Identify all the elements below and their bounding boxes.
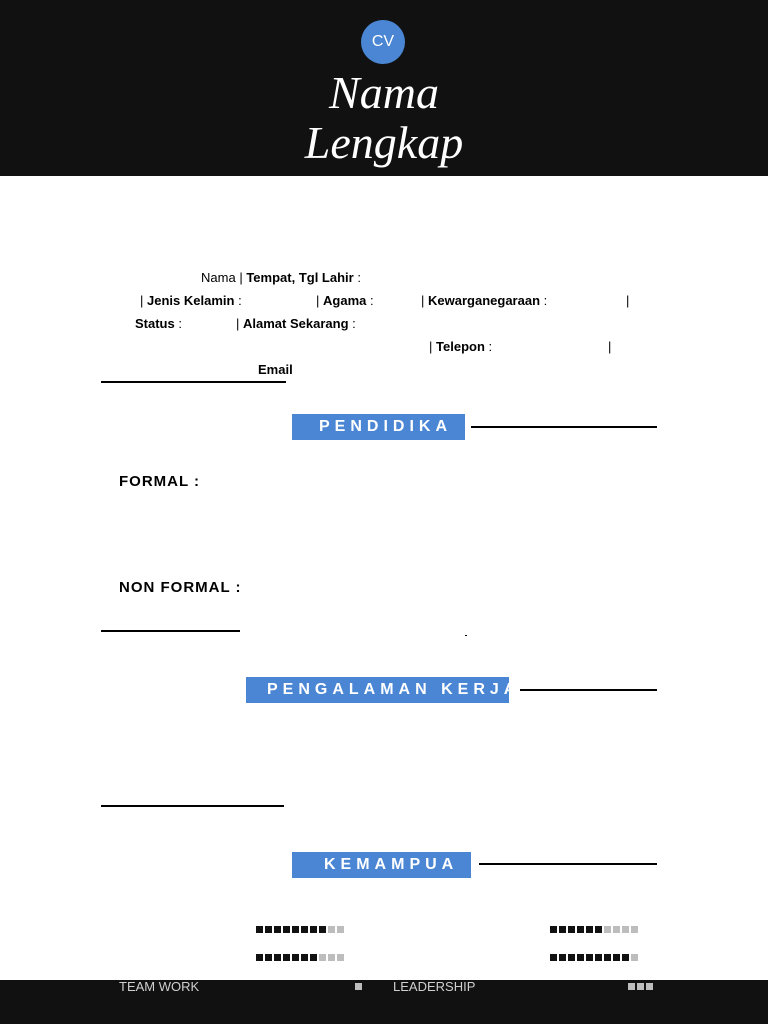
info-row-3a — [135, 316, 182, 332]
skill-dot — [328, 954, 335, 961]
info-row-2a — [140, 293, 242, 309]
skill-dot — [337, 954, 344, 961]
label-kewarganegaraan: Kewarganegaraan — [428, 293, 541, 308]
skill-dot — [568, 926, 575, 933]
skill-dot — [568, 954, 575, 961]
skill-dot — [283, 926, 290, 933]
skill-dot — [586, 954, 593, 961]
skill-dot — [613, 954, 620, 961]
skill-level-bar — [256, 926, 344, 933]
separator: | — [239, 270, 243, 285]
skill-leadership: LEADERSHIP — [393, 979, 476, 994]
cv-badge: CV — [361, 20, 405, 64]
skill-dot — [310, 926, 317, 933]
info-row-2c — [421, 293, 547, 309]
skill-dot — [622, 926, 629, 933]
skill-dot — [274, 954, 281, 961]
name-line-1: Nama — [329, 67, 439, 118]
skill-dot — [265, 954, 272, 961]
skill-dot — [613, 926, 620, 933]
skill-dot — [265, 926, 272, 933]
label-jenis-kelamin: Jenis Kelamin — [147, 293, 235, 308]
divider — [101, 381, 286, 383]
section-pendidikan: PENDIDIKAN — [292, 414, 465, 440]
info-row-3b — [236, 316, 356, 332]
info-row-5 — [258, 362, 293, 378]
skill-dot — [310, 954, 317, 961]
separator: | — [626, 293, 630, 308]
skill-dot — [292, 954, 299, 961]
skill-marker — [355, 983, 362, 990]
label-nama: Nama — [201, 270, 236, 285]
skill-marker-group — [628, 983, 653, 990]
label-alamat: Alamat Sekarang — [243, 316, 349, 331]
skill-dot — [550, 954, 557, 961]
label-telepon: Telepon — [436, 339, 485, 354]
skill-dot — [319, 926, 326, 933]
skill-dot — [559, 926, 566, 933]
colon: : — [370, 293, 374, 308]
skill-dot — [292, 926, 299, 933]
skill-dot — [577, 954, 584, 961]
section-pengalaman: PENGALAMAN KERJA — [246, 677, 509, 703]
label-non-formal: NON FORMAL : — [119, 579, 242, 596]
label-agama: Agama — [323, 293, 367, 308]
section-line — [520, 689, 657, 691]
separator: | — [421, 293, 425, 308]
skill-dot — [337, 926, 344, 933]
label-email: Email — [258, 362, 293, 377]
colon: : — [352, 316, 356, 331]
separator: | — [429, 339, 433, 354]
skill-dot — [577, 926, 584, 933]
name-line-2: Lengkap — [304, 117, 464, 168]
skill-dot — [319, 954, 326, 961]
skill-level-bar — [550, 926, 638, 933]
info-row-2b — [316, 293, 374, 309]
skill-dot — [256, 926, 263, 933]
label-tempat-tgl-lahir: Tempat, Tgl Lahir — [246, 270, 354, 285]
skill-dot — [595, 926, 602, 933]
colon: : — [488, 339, 493, 354]
skill-level-bar — [256, 954, 344, 961]
skill-dot — [559, 954, 566, 961]
skill-dot — [631, 954, 638, 961]
separator: | — [316, 293, 320, 308]
colon: : — [238, 293, 242, 308]
section-line — [471, 426, 657, 428]
info-row-1 — [201, 270, 361, 286]
dot-mark — [465, 635, 467, 636]
info-row-4a — [429, 339, 492, 355]
divider — [101, 630, 240, 632]
separator: | — [140, 293, 144, 308]
skill-dot — [595, 954, 602, 961]
divider — [101, 805, 284, 807]
skill-dot — [301, 954, 308, 961]
skill-dot — [628, 983, 635, 990]
label-status: Status — [135, 316, 175, 331]
colon: : — [357, 270, 361, 285]
skill-dot — [637, 983, 644, 990]
skill-dot — [586, 926, 593, 933]
skill-dot — [622, 954, 629, 961]
skill-dot — [328, 926, 335, 933]
skill-dot — [256, 954, 263, 961]
skill-dot — [274, 926, 281, 933]
skill-level-bar — [550, 954, 638, 961]
skill-dot — [550, 926, 557, 933]
skill-dot — [604, 954, 611, 961]
section-kemampuan: KEMAMPUAN — [292, 852, 471, 878]
label-formal: FORMAL : — [119, 473, 201, 490]
colon: : — [178, 316, 182, 331]
separator: | — [608, 339, 612, 354]
colon: : — [543, 293, 548, 308]
skill-dot — [301, 926, 308, 933]
skill-dot — [631, 926, 638, 933]
skill-dot — [283, 954, 290, 961]
skill-dot — [604, 926, 611, 933]
skill-team-work: TEAM WORK — [119, 979, 200, 994]
skill-dot — [646, 983, 653, 990]
separator: | — [236, 316, 240, 331]
section-line — [479, 863, 657, 865]
